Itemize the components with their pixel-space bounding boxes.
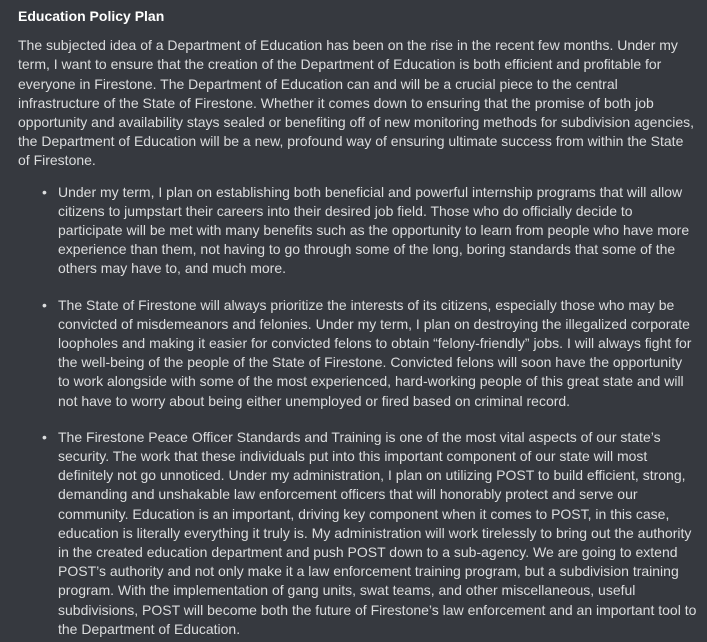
list-item (42, 428, 697, 639)
list-item-text: The Firestone Peace Officer Standards and Training is one of the most vital aspects of our state’s security. The work that these individuals put into this important component of our state will most definitely not go unnoticed. Under my administration, I plan on utilizing POST to build efficient, strong, demanding and unshakable law enforcement officers that will honorably protect and serve our community. Education is an important, driving key component when it comes to POST, in this case, education is literally everything it truly is. My administration will work tirelessly to bring out the authority in the created education department and push POST down to a sub-agency. We are going to extend POST’s authority and not only make it a law enforcement training program, but a subdivision training program. With the implementation of gang units, swat teams, and other miscellaneous, useful subdivisions, POST will become both the future of Firestone’s law enforcement and an important tool to the Department of Education. (58, 428, 697, 637)
list-item-text: The State of Firestone will always prioritize the interests of its citizens, especially those who may be convicted of misdemeanors and felonies. Under my term, I plan on destroying the illegalized corporate loopholes and making it easier for convicted felons to obtain “felony-friendly” jobs. I will always fight for the well-being of the people of the State of Firestone. Convicted felons will soon have the opportunity to work alongside with some of the most experienced, hard-working people of this great state and will not have to worry about being either unemployed or fired based on criminal record. (58, 296, 692, 409)
list-item (42, 296, 697, 411)
list-item (42, 183, 697, 279)
bullet-icon: • (42, 183, 47, 200)
bullet-icon: • (42, 428, 47, 445)
list-item-text: Under my term, I plan on establishing both beneficial and powerful internship programs that will allow citizens to jumpstart their careers into their desired job field. Those who do officially decide to participate will be met with many benefits such as the opportunity to learn from people who have more experience than them, not having to go through some of the long, boring standards that some of the others may have to, and much more. (58, 183, 690, 277)
intro-paragraph: The subjected idea of a Department of Education has been on the rise in the recent few months. Under my term, I want to ensure that the creation of the Department of Education is both efficient and profitable for everyone in Firestone. The Department of Education can and will be a crucial piece to the central infrastructure of the State of Firestone. Whether it comes down to ensuring that the promise of both job opportunity and availability stays sealed or benefiting off of new monitoring methods for subdivision agencies, the Department of Education will be a new, profound way of ensuring ultimate success from within the State of Firestone. (18, 37, 695, 169)
document-title: Education Policy Plan (18, 8, 165, 24)
policy-bullet-list (18, 183, 697, 639)
bullet-icon: • (42, 296, 47, 313)
